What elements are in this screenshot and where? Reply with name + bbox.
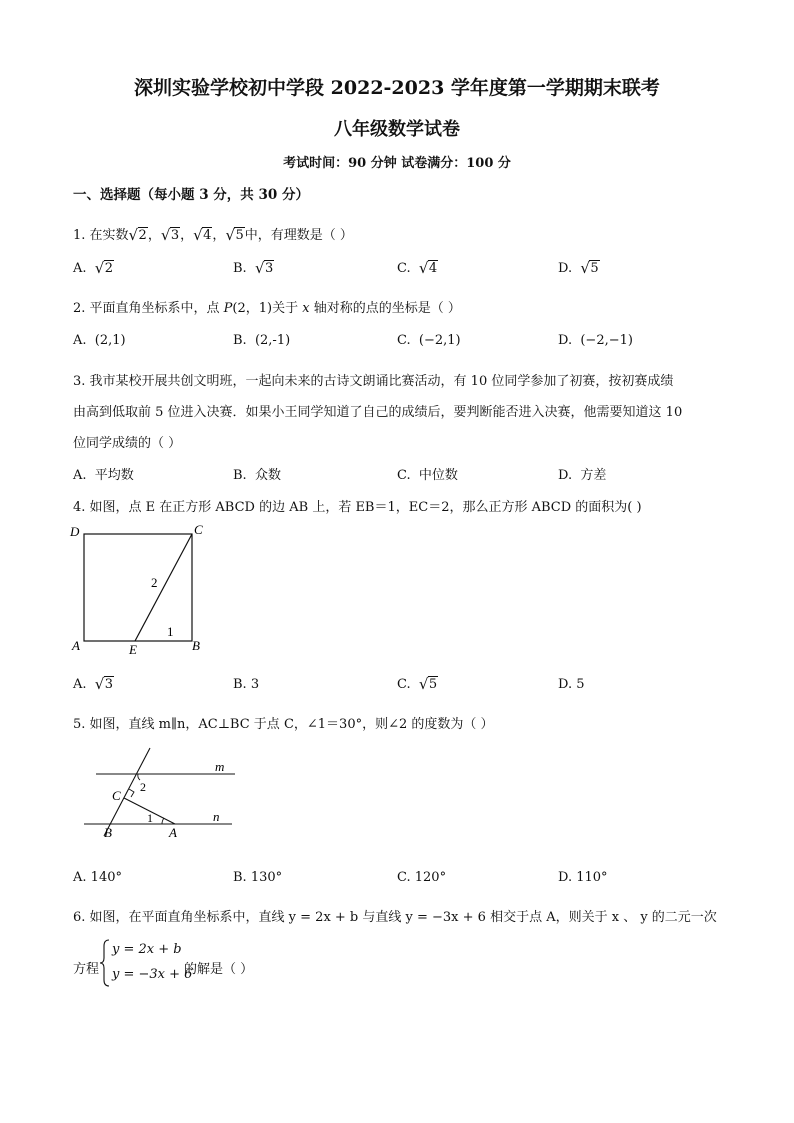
q3-option-b: B. 众数: [233, 468, 281, 483]
q2-option-b: B. (2,-1): [233, 333, 291, 348]
exam-subtitle: 八年级数学试卷: [334, 119, 460, 140]
square-abcd: [84, 534, 192, 641]
label-angle-2: 2: [140, 780, 146, 794]
question-3-line-3: 位同学成绩的（ ）: [73, 436, 182, 451]
q5-option-b: B. 130°: [233, 870, 283, 885]
sqrt-5: √ 5: [225, 228, 244, 243]
question-3-line-1: 3. 我市某校开展共创文明班，一起向未来的古诗文朗诵比赛活动，有 10 位同学参加了初赛，按初赛成绩: [73, 374, 674, 389]
q3-option-d: D. 方差: [558, 468, 607, 483]
question-4: 4. 如图，点 E 在正方形 ABCD 的边 AB 上，若 EB＝1，EC＝2，那么正方形 ABCD 的面积为( ): [73, 500, 642, 515]
question-6-suffix: 的解是（ ）: [184, 962, 254, 977]
label-n: n: [213, 809, 220, 824]
q2-option-d: D. (−2,−1): [558, 333, 633, 348]
q5-option-a: A. 140°: [73, 870, 122, 885]
brace-icon: [99, 938, 111, 988]
q3-option-a: A. 平均数: [73, 468, 134, 483]
label-e: E: [129, 642, 137, 657]
q1-option-a: A. √ 2: [73, 261, 114, 276]
sqrt-4: √ 4: [193, 228, 212, 243]
q4-option-b: B. 3: [233, 677, 260, 692]
segment-ec: [135, 534, 192, 641]
q5-option-d: D. 110°: [558, 870, 608, 885]
q1-option-d: D. √ 5: [558, 261, 600, 276]
q5-parallel-lines-figure: [80, 740, 250, 850]
exam-info: 考试时间：90 分钟 试卷满分：100 分: [283, 156, 511, 171]
q3-option-c: C. 中位数: [397, 468, 458, 483]
label-c: C: [112, 788, 121, 803]
label-eb-length: 1: [167, 624, 174, 639]
label-b: B: [192, 638, 200, 653]
q5-option-c: C. 120°: [397, 870, 447, 885]
q2-option-a: A. (2,1): [73, 333, 126, 348]
question-6-line-1: 6. 如图，在平面直角坐标系中，直线 y = 2x + b 与直线 y = −3x + 6 相交于点 A，则关于 x 、 y 的二元一次: [73, 910, 717, 925]
sqrt-2: √ 2: [129, 228, 148, 243]
q2-option-c: C. (−2,1): [397, 333, 461, 348]
label-b: B: [104, 825, 112, 840]
label-c: C: [194, 522, 203, 537]
q4-square-figure: [66, 520, 216, 660]
label-angle-1: 1: [147, 811, 153, 825]
system-equation-2: y = −3x + 6: [112, 967, 193, 982]
label-a: A: [169, 825, 177, 840]
exam-title: 深圳实验学校初中学段 2022-2023 学年度第一学期期末联考: [134, 77, 660, 99]
label-m: m: [215, 759, 225, 774]
q4-option-d: D. 5: [558, 677, 585, 692]
system-equation-1: y = 2x + b: [112, 942, 182, 957]
question-1: 1. 在实数√ 2，√ 3，√ 4，√ 5中，有理数是（ ）: [73, 224, 353, 243]
label-d: D: [70, 524, 80, 539]
label-ec-length: 2: [151, 575, 158, 590]
right-angle-mark: [129, 789, 134, 797]
q1-option-b: B. √ 3: [233, 261, 274, 276]
angle-1-arc: [162, 818, 164, 824]
question-2: 2. 平面直角坐标系中，点 P(2，1)关于 x 轴对称的点的坐标是（ ）: [73, 301, 461, 316]
question-5: 5. 如图，直线 m∥n，AC⊥BC 于点 C，∠1＝30°，则∠2 的度数为（ ）: [73, 717, 494, 732]
q4-option-c: C. √ 5: [397, 677, 438, 692]
sqrt-3: √ 3: [161, 228, 180, 243]
q1-option-c: C. √ 4: [397, 261, 438, 276]
section-title: 一、选择题（每小题 3 分，共 30 分）: [73, 187, 309, 203]
question-6-label: 方程: [73, 962, 100, 977]
q4-option-a: A. √ 3: [73, 677, 114, 692]
question-3-line-2: 由高到低取前 5 位进入决赛．如果小王同学知道了自己的成绩后，要判断能否进入决赛，他需要知道这 10: [73, 405, 683, 420]
label-a: A: [72, 638, 80, 653]
